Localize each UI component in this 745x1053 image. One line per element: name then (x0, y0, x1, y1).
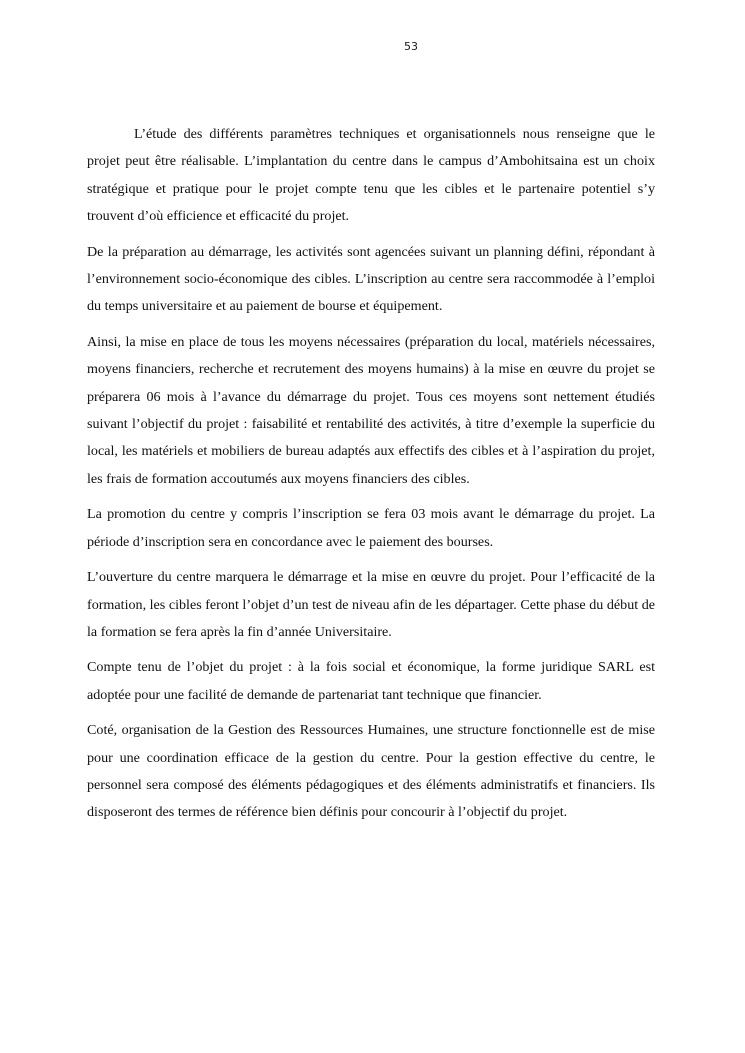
paragraph-opening: L’ouverture du centre marquera le démarrage et la mise en œuvre du projet. Pour l’efficacité de la formation, les cibles feront l’objet d’un test de niveau afin de les départager. Cette phase du début de la formation se fera après la fin d’année Universitaire. (87, 569, 655, 640)
paragraph-promotion: La promotion du centre y compris l’inscription se fera 03 mois avant le démarrage du projet. La période d’inscription sera en concordance avec le paiement des bourses. (87, 506, 655, 550)
paragraph-conclusion-study: L’étude des différents paramètres techniques et organisationnels nous renseigne que le projet peut être réalisable. L’implantation du centre dans le campus d’Ambohitsaina est un choix stratégique et pratique pour le projet compte tenu que les cibles et le partenaire potentiel s’y trouvent d’où efficience et efficacité du projet. (87, 126, 655, 225)
page-number: 53 (404, 40, 418, 53)
paragraph-planning: De la préparation au démarrage, les activités sont agencées suivant un planning défini, répondant à l’environnement socio-économique des cibles. L’inscription au centre sera raccommodée à l’emploi du temps universitaire et au paiement de bourse et équipement. (87, 243, 655, 315)
paragraph-human-resources: Coté, organisation de la Gestion des Ressources Humaines, une structure fonctionnelle est de mise pour une coordination efficace de la gestion du centre. Pour la gestion effective du centre, le personnel sera composé des éléments pédagogiques et des éléments administratifs et financiers. Ils disposeront des termes de référence bien définis pour concourir à l’objectif du projet. (87, 722, 655, 821)
paragraph-legal-form: Compte tenu de l’objet du projet : à la fois social et économique, la forme juridique SARL est adoptée pour une facilité de demande de partenariat tant technique que financier. (87, 659, 655, 703)
body-text (87, 121, 655, 835)
paragraph-resources: Ainsi, la mise en place de tous les moyens nécessaires (préparation du local, matériels nécessaires, moyens financiers, recherche et recrutement des moyens humains) à la mise en œuvre du projet se préparera 06 mois à l’avance du démarrage du projet. Tous ces moyens sont nettement étudiés suivant l’objectif du projet : faisabilité et rentabilité des activités, à titre d’exemple la superficie du local, les matériels et mobiliers de bureau adaptés aux effectifs des cibles et à l’aspiration du projet, les frais de formation accoutumés aux moyens financiers des cibles. (87, 333, 655, 487)
